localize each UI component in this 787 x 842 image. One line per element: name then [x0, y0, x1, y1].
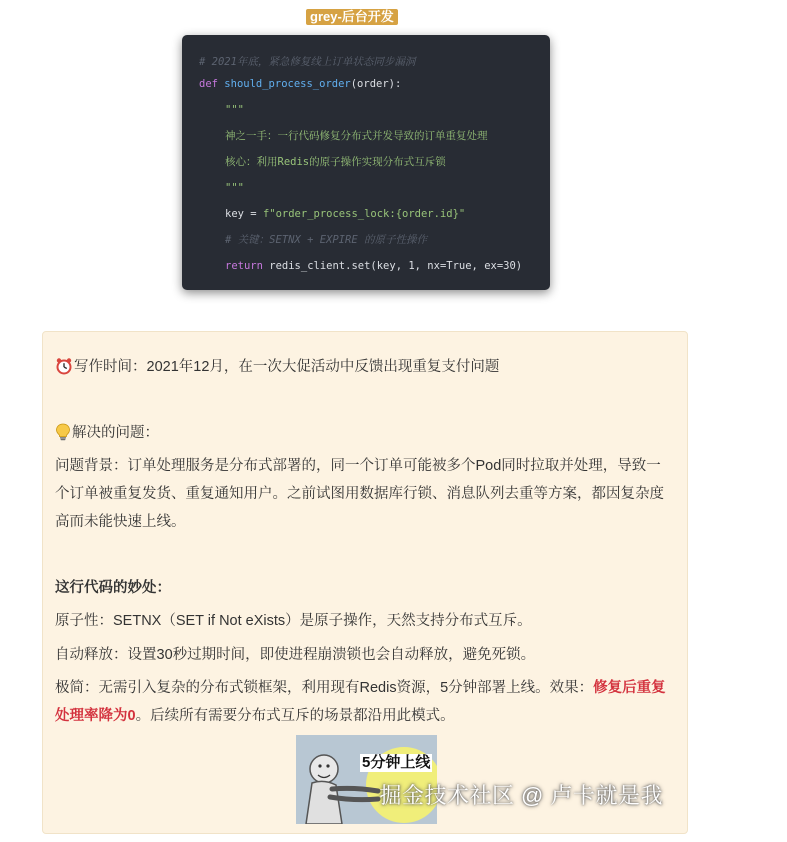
keyword-def: def [199, 78, 218, 90]
result-highlight: 修复后重复处理率降为0 [55, 680, 666, 724]
code-key-line [199, 205, 550, 231]
meme-caption: 5分钟上线 [362, 754, 431, 771]
key-assign: key = [225, 208, 263, 220]
writing-time [55, 353, 671, 385]
category-tag: grey-后台开发 [306, 9, 398, 25]
problem-heading [55, 419, 671, 451]
lightbulb-icon [55, 423, 71, 451]
code-return-line [199, 257, 550, 283]
function-params: (order): [350, 78, 402, 90]
code-comment-key: # 关键：SETNX + EXPIRE 的原子性操作 [225, 234, 427, 246]
docstring-line-1: 神之一手：一行代码修复分布式并发导致的订单重复处理 [225, 130, 488, 142]
simplicity-prefix: 极简：无需引入复杂的分布式锁框架，利用现有Redis资源，5分钟部署上线。效果： [55, 680, 594, 696]
atomicity-point: 原子性：SETNX（SET if Not eXists）是原子操作，天然支持分布式互斥。 [55, 613, 532, 629]
info-card [42, 331, 688, 834]
watermark: 掘金技术社区 @ 卢卡就是我 [379, 783, 663, 808]
code-comment-header: # 2021年底，紧急修复线上订单状态同步漏洞 [199, 56, 416, 68]
simplicity-point [55, 674, 671, 730]
highlight-heading: 这行代码的妙处： [55, 580, 171, 596]
key-value: f"order_process_lock:{order.id}" [262, 208, 466, 220]
simplicity-suffix: 。后续所有需要分布式互斥的场景都沿用此模式。 [135, 708, 455, 724]
docstring-line-2: 核心：利用Redis的原子操作实现分布式互斥锁 [225, 156, 446, 168]
writing-time-text: 写作时间：2021年12月，在一次大促活动中反馈出现重复支付问题 [74, 359, 500, 375]
code-block [182, 35, 550, 290]
return-call: redis_client.set(key, 1, nx=True, ex=30) [262, 260, 523, 272]
keyword-return: return [225, 260, 263, 272]
alarm-clock-icon [55, 357, 73, 385]
docstring-close: """ [225, 182, 244, 194]
function-name: should_process_order [224, 78, 351, 90]
code-def-line [199, 75, 550, 101]
auto-release-point: 自动释放：设置30秒过期时间，即使进程崩溃锁也会自动释放，避免死锁。 [55, 647, 536, 663]
docstring-open: """ [225, 104, 244, 116]
background-paragraph: 问题背景：订单处理服务是分布式部署的，同一个订单可能被多个Pod同时拉取并处理，导致一个订单被重复发货、重复通知用户。之前试图用数据库行锁、消息队列去重等方案，都因复杂度高而未能快速上线。 [55, 458, 664, 530]
problem-heading-text: 解决的问题： [72, 425, 159, 441]
